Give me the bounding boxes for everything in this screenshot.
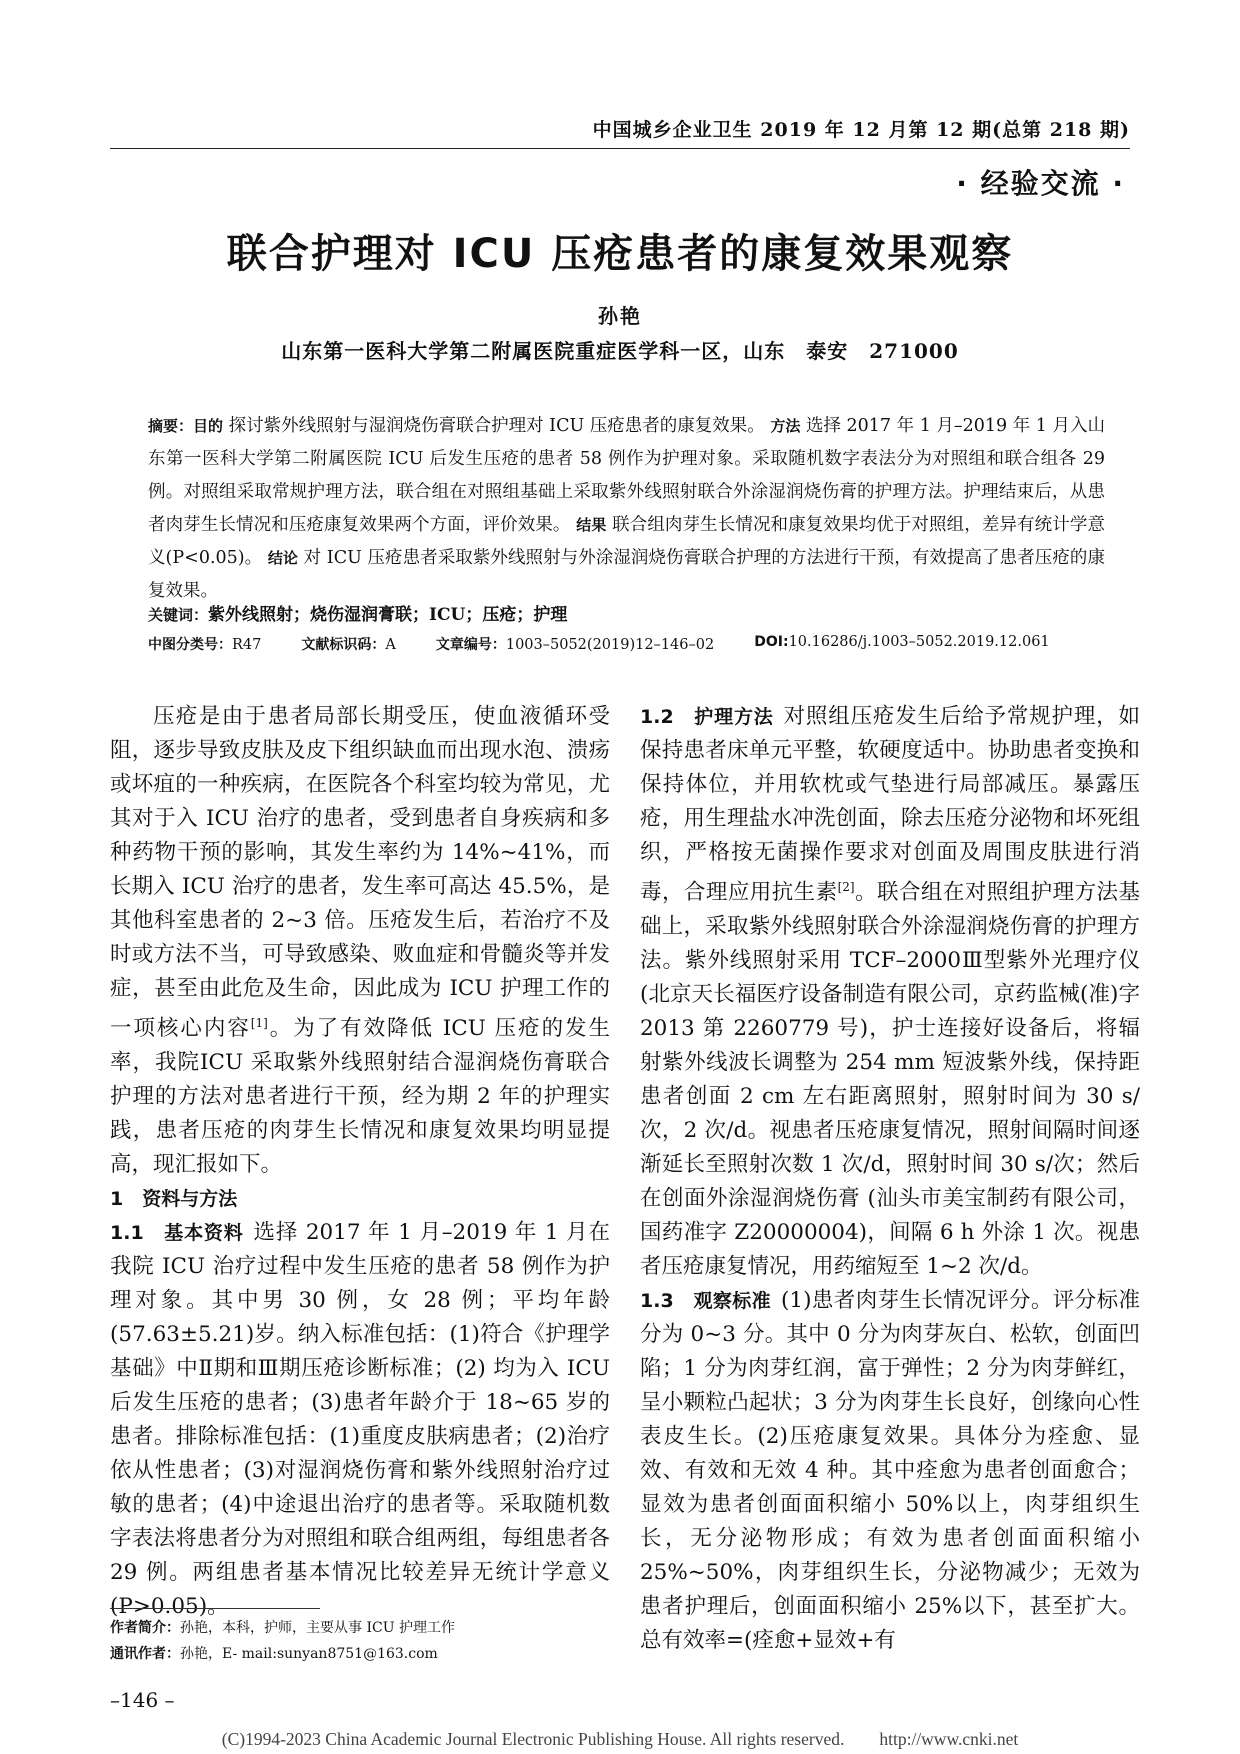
corresponding-author-text: 孙艳，E- mail:sunyan8751@163.com bbox=[180, 1646, 438, 1662]
intro-paragraph bbox=[110, 700, 610, 1182]
keywords-text: 紫外线照射；烧伤湿润膏联；ICU；压疮；护理 bbox=[208, 605, 568, 625]
document-code-label: 文献标识码： bbox=[301, 637, 386, 653]
left-column bbox=[110, 700, 610, 1624]
section-1-2-text-b: 。联合组在对照组护理方法基础上，采取紫外线照射联合外涂湿润烧伤膏的护理方法。紫外线照射采用 TCF–2000Ⅲ型紫外光理疗仪(北京天长福医疗设备制造有限公司，京药监械(准)字 2013 第 2260779 号)，护士连接好设备后，将辐射紫外线波长调整为 254 mm 短波紫外线，保持距患者创面 2 cm 左右距离照射，照射时间为 30 s/次，2 次/d。视患者压疮康复情况，照射间隔时间逐渐延长至照射次数 1 次/d，照射时间 30 s/次；然后在创面外涂湿润烧伤膏 (汕头市美宝制药有限公司，国药准字 Z20000004)，间隔 6 h 外涂 1 次。视患者压疮康复情况，用药缩短至 1~2 次/d。 bbox=[640, 880, 1140, 1280]
article-author: 孙艳 bbox=[598, 304, 642, 328]
class-number-value: R47 bbox=[232, 637, 262, 653]
intro-text-2: 。为了有效降低 ICU 压疮的发生率，我院ICU 采取紫外线照射结合湿润烧伤膏联合护理的方法对患者进行干预，经为期 2 年的护理实践，患者压疮的肉芽生长情况和康复效果均明显提高，现汇报如下。 bbox=[110, 1016, 610, 1178]
citation-2: [2] bbox=[837, 880, 855, 894]
author-bio bbox=[110, 1615, 630, 1641]
intro-text-1: 压疮是由于患者局部长期受压，使血液循环受阻，逐步导致皮肤及皮下组织缺血而出现水泡、溃疡或坏疽的一种疾病，在医院各个科室均较为常见，尤其对于入 ICU 治疗的患者，受到患者自身疾病和多种药物干预的影响，其发生率约为 14%~41%，而长期入 ICU 治疗的患者，发生率可高达 45.5%，是其他科室患者的 2~3 倍。压疮发生后，若治疗不及时或方法不当，可导致感染、败血症和骨髓炎等并发症，甚至由此危及生命，因此成为 ICU 护理工作的一项核心内容 bbox=[110, 704, 610, 1042]
doi bbox=[754, 634, 1049, 654]
journal-header: 中国城乡企业卫生 2019 年 12 月第 12 期(总第 218 期) bbox=[110, 115, 1130, 149]
page-number: –146 – bbox=[110, 1688, 175, 1712]
article-number bbox=[436, 634, 714, 654]
section-heading-1: 1 资料与方法 bbox=[110, 1188, 238, 1211]
copyright-notice: (C)1994-2023 China Academic Journal Electronic Publishing House. All rights reserved. http://www.cnki.net bbox=[221, 1729, 1019, 1749]
corresponding-author bbox=[110, 1641, 630, 1667]
right-column bbox=[640, 700, 1140, 1658]
author-affiliation: 山东第一医科大学第二附属医院重症医学科一区，山东 泰安 271000 bbox=[281, 339, 959, 363]
corresponding-author-label: 通讯作者： bbox=[110, 1646, 180, 1662]
section-tag: · 经验交流 · bbox=[956, 167, 1125, 200]
abstract-label: 摘要： bbox=[148, 417, 194, 435]
document-code-value: A bbox=[385, 637, 396, 653]
class-number bbox=[148, 634, 261, 654]
footnote-divider bbox=[110, 1608, 320, 1609]
citation-1: [1] bbox=[250, 1016, 268, 1030]
methods-text: 选择 2017 年 1 月–2019 年 1 月入山东第一医科大学第二附属医院 ICU 后发生压疮的患者 58 例作为护理对象。采取随机数字表法分为对照组和联合组各 29 例。对照组采取常规护理方法，联合组在对照组基础上采取紫外线照射联合外涂湿润烧伤膏的护理方法。护理结束后，从患者肉芽生长情况和压疮康复效果两个方面，评价效果。 bbox=[148, 416, 1105, 535]
document-code bbox=[301, 634, 395, 654]
conclusion-label: 结论 bbox=[267, 549, 298, 567]
footnotes bbox=[110, 1615, 630, 1667]
conclusion-text: 对 ICU 压疮患者采取紫外线照射与外涂湿润烧伤膏联合护理的方法进行干预，有效提高了患者压疮的康复效果。 bbox=[148, 548, 1105, 601]
keywords-label: 关键词： bbox=[148, 606, 209, 624]
section-1-1-text: 选择 2017 年 1 月–2019 年 1 月在我院 ICU 治疗过程中发生压疮的患者 58 例作为护理对象。其中男 30 例，女 28 例；平均年龄(57.63±5.21)岁。纳入标准包括：(1)符合《护理学基础》中Ⅱ期和Ⅲ期压疮诊断标准；(2) 均为入 ICU 后发生压疮的患者；(3)患者年龄介于 18~65 岁的患者。排除标准包括：(1)重度皮肤病患者；(2)治疗依从性患者；(3)对湿润烧伤膏和紫外线照射治疗过敏的患者；(4)中途退出治疗的患者等。采取随机数字表法将患者分为对照组和联合组两组，每组患者各 29 例。两组患者基本情况比较差异无统计学意义(P>0.05)。 bbox=[110, 1220, 610, 1620]
section-1-1 bbox=[110, 1216, 610, 1624]
article-number-value: 1003–5052(2019)12–146–02 bbox=[505, 637, 715, 653]
objective-label: 目的 bbox=[193, 417, 224, 435]
section-1-2 bbox=[640, 700, 1140, 1284]
article-meta bbox=[148, 634, 1105, 654]
article-number-label: 文章编号： bbox=[435, 637, 506, 653]
section-1-3-text: (1)患者肉芽生长情况评分。评分标准分为 0~3 分。其中 0 分为肉芽灰白、松软，创面凹陷；1 分为肉芽红润，富于弹性；2 分为肉芽鲜红，呈小颗粒凸起状；3 分为肉芽生长良好，创缘向心性表皮生长。(2)压疮康复效果。具体分为痊愈、显效、有效和无效 4 种。其中痊愈为患者创面愈合；显效为患者创面面积缩小 50%以上，肉芽组织生长，无分泌物形成；有效为患者创面面积缩小 25%~50%，肉芽组织生长，分泌物减少；无效为患者护理后，创面面积缩小 25%以下，甚至扩大。总有效率=(痊愈+显效+有 bbox=[640, 1288, 1140, 1654]
section-1-2-label: 1.2 护理方法 bbox=[640, 706, 774, 728]
doi-value: 10.16286/j.1003–5052.2019.12.061 bbox=[788, 634, 1050, 650]
section-1-3 bbox=[640, 1284, 1140, 1658]
class-number-label: 中图分类号： bbox=[148, 637, 232, 653]
section-1-1-label: 1.1 基本资料 bbox=[110, 1222, 244, 1245]
keywords bbox=[148, 600, 1105, 630]
objective-text: 探讨紫外线照射与湿润烧伤膏联合护理对 ICU 压疮患者的康复效果。 bbox=[228, 416, 765, 436]
doi-label: DOI: bbox=[754, 634, 789, 650]
results-label: 结果 bbox=[576, 516, 607, 534]
author-bio-label: 作者简介： bbox=[110, 1620, 180, 1636]
section-1-2-text-a: 对照组压疮发生后给予常规护理，如保持患者床单元平整，软硬度适中。协助患者变换和保持体位，并用软枕或气垫进行局部减压。暴露压疮，用生理盐水冲洗创面，除去压疮分泌物和坏死组织，严格按无菌操作要求对创面及周围皮肤进行消毒，合理应用抗生素 bbox=[640, 704, 1140, 906]
author-bio-text: 孙艳，本科，护师，主要从事 ICU 护理工作 bbox=[180, 1620, 455, 1636]
article-title: 联合护理对 ICU 压疮患者的康复效果观察 bbox=[226, 231, 1014, 277]
section-1-3-label: 1.3 观察标准 bbox=[640, 1290, 772, 1313]
results-text: 联合组肉芽生长情况和康复效果均优于对照组，差异有统计学意义(P<0.05)。 bbox=[148, 515, 1105, 568]
methods-label: 方法 bbox=[770, 417, 801, 435]
abstract bbox=[148, 410, 1105, 608]
